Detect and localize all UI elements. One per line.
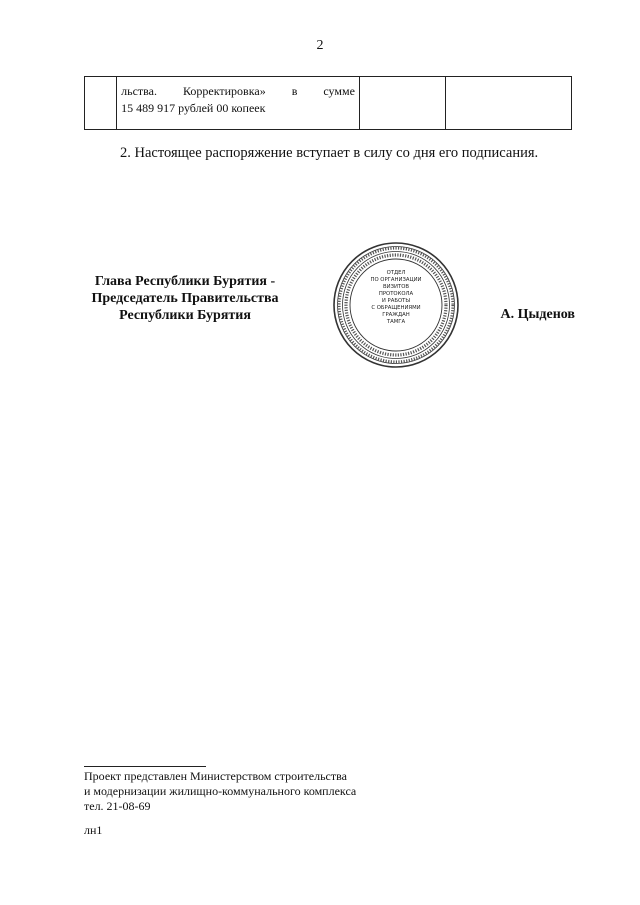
seal-text-line: ПО ОРГАНИЗАЦИИ [370,277,422,283]
table-row [85,77,572,130]
footnote-line: Проект представлен Министерством строительства [84,769,347,783]
signatory-title [80,273,290,324]
seal-text-line: ВИЗИТОВ [383,284,409,290]
seal-text-line: ОТДЕЛ [386,270,406,276]
footnote-line: и модернизации жилищно-коммунального комплекса [84,784,357,798]
cell-word: в [291,84,298,98]
seal-text-line: ГРАЖДАН [382,312,410,318]
official-seal [331,240,461,370]
cell-text-line-1 [121,83,355,100]
signatory-title-line: Глава Республики Бурятия - [94,274,276,289]
cell-word: сумме [323,84,355,98]
continuation-table [84,76,572,130]
cell-word: Корректировка» [182,84,266,98]
footnote [84,769,356,814]
seal-text-line: ПРОТОКОЛА [378,291,414,297]
cell-text-line-2: 15 489 917 рублей 00 копеек [121,101,266,115]
seal-text-line: ТАМГА [386,319,406,325]
seal-text-line: И РАБОТЫ [381,298,411,304]
body-paragraph: 2. Настоящее распоряжение вступает в силу со дня его подписания. [120,145,539,161]
table-cell-description [117,77,360,130]
footnote-divider [84,766,206,767]
table-cell-number [85,77,117,130]
signatory-title-line: Председатель Правительства [91,291,279,306]
table-cell-empty [359,77,446,130]
table-cell-empty [446,77,572,130]
signatory-name: А. Цыденов [500,307,575,322]
cell-word: льства. [121,84,157,98]
page-number: 2 [316,38,324,53]
footnote-line: тел. 21-08-69 [84,799,151,813]
seal-text-line: С ОБРАЩЕНИЯМИ [371,305,421,311]
document-code: лн1 [84,823,103,837]
signatory-title-line: Республики Бурятия [119,308,251,323]
